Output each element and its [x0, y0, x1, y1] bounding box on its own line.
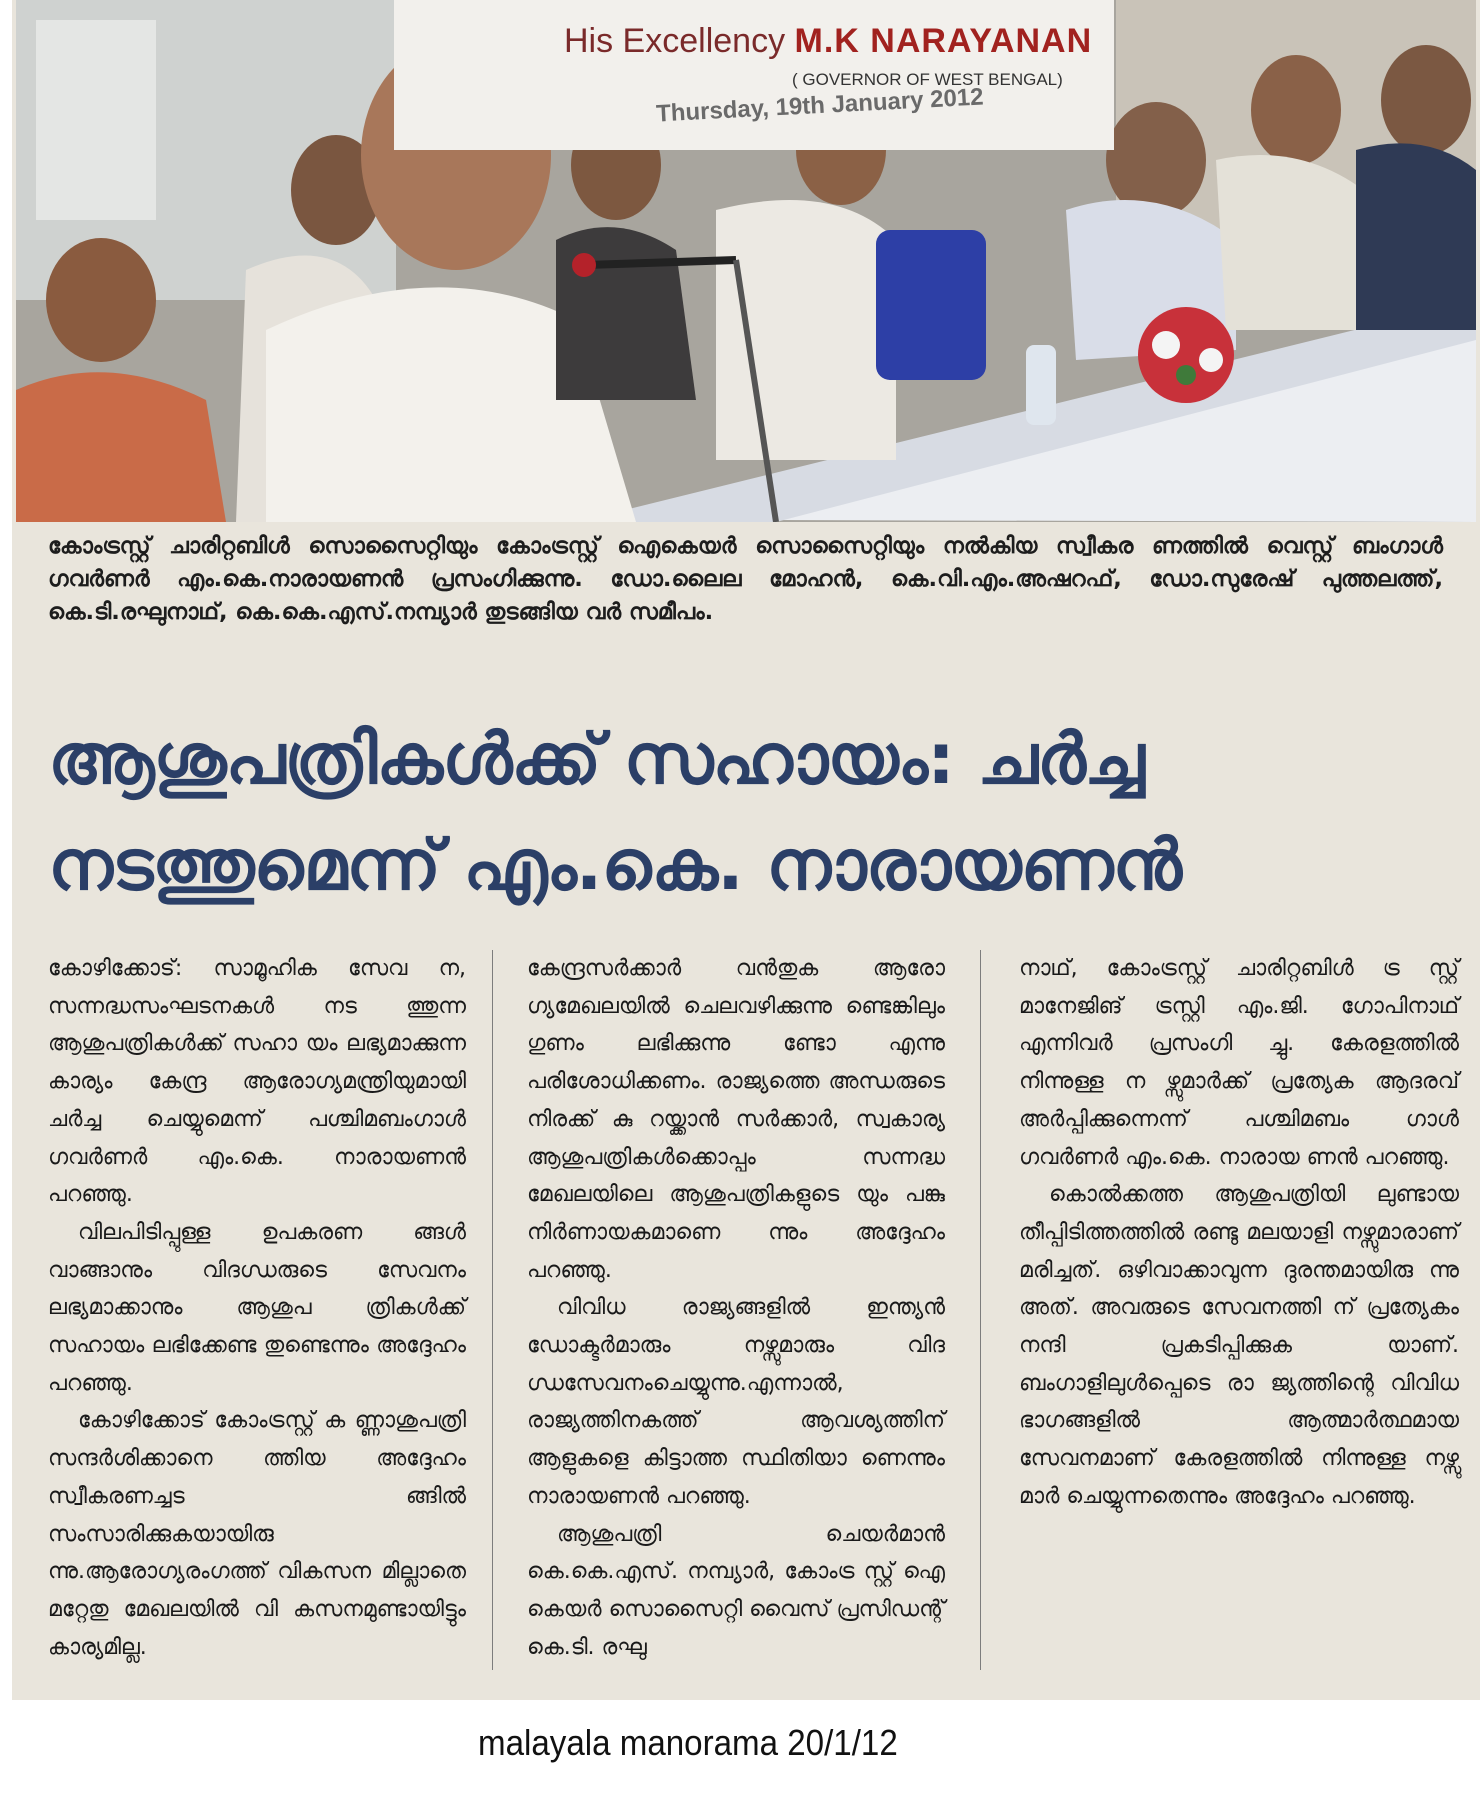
news-photo [16, 0, 1476, 522]
paragraph: കോഴിക്കോട്: സാമൂഹിക സേവ ന, സന്നദ്ധസംഘടനകൾ നട ത്തുന്ന ആശുപത്രികൾക്ക് സഹാ യം ലഭ്യമാക്കുന്ന കാര്യം കേന്ദ്ര ആരോഗ്യമന്ത്രിയുമായി ചർച്ച ചെയ്യുമെന്ന് പശ്ചിമബംഗാൾ ഗവർണർ എം.കെ. നാരായണൻ പറഞ്ഞു. [48, 956, 466, 1208]
headline [48, 706, 1468, 918]
newspaper-clipping [12, 0, 1480, 1700]
banner-name: M.K NARAYANAN [794, 22, 1093, 60]
headline-line-1: ആശുപത്രികൾക്ക് സഹായം: ചർച്ച [48, 718, 1144, 800]
paragraph: കേന്ദ്രസർക്കാർ വൻതുക ആരോ ഗ്യമേഖലയിൽ ചെലവഴിക്കുന്നു ണ്ടെങ്കിലും ഗുണം ലഭിക്കുന്നു ണ്ടോ എന്നു പരിശോധിക്കണം. രാജ്യത്തെ അന്ധരുടെ നിരക്ക് കു റയ്ക്കാൻ സർക്കാർ, സ്വകാര്യ ആശുപത്രികൾക്കൊപ്പം സന്നദ്ധ മേഖലയിലെ ആശുപത്രികളുടെ യും പങ്കു നിർണായകമാണെ ന്നും അദ്ദേഹം പറഞ്ഞു. [527, 956, 945, 1283]
paragraph: ആശുപത്രി ചെയർമാൻ കെ.കെ.എസ്. നമ്പ്യാർ, കോംട്ര സ്റ്റ് ഐ കെയർ സൊസൈറ്റി വൈസ് പ്രസിഡന്റ് കെ.ടി. രഘു [527, 1521, 946, 1660]
paragraph: നാഥ്, കോംട്രസ്റ്റ് ചാരിറ്റബിൾ ട്ര സ്റ്റ് മാനേജിങ് ട്രസ്റ്റി എം.ജി. ഗോപിനാഥ് എന്നിവർ പ്രസംഗി ച്ചു. കേരളത്തിൽ നിന്നുള്ള ന ഴ്സുമാർക്ക് പ്രത്യേക ആദരവ് അർപ്പിക്കുന്നെന്ന് പശ്ചിമബം ഗാൾ ഗവർണർ എം.കെ. നാരായ ണൻ പറഞ്ഞു. [1019, 956, 1459, 1170]
headline-line-2: നടത്തുമെന്ന് എം.കെ. നാരായണൻ [48, 824, 1181, 906]
paragraph: കൊൽക്കത്ത ആശുപത്രിയി ലുണ്ടായ തീപ്പിടിത്തത്തിൽ രണ്ടു മലയാളി നഴ്സുമാരാണ് മരിച്ചത്. ഒഴിവാക്കാവുന്ന ദുരന്തമായിരു ന്നു അത്. അവരുടെ സേവനത്തി ന് പ്രത്യേകം നന്ദി പ്രകടിപ്പിക്കുക യാണ്. ബംഗാളിലുൾപ്പെടെ രാ ജ്യത്തിന്റെ വിവിധ ഭാഗങ്ങളിൽ ആത്മാർത്ഥമായ സേവനമാണ് കേരളത്തിൽ നിന്നുള്ള നഴ്സു മാർ ചെയ്യുന്നതെന്നും അദ്ദേഹം പറഞ്ഞു. [1019, 1182, 1459, 1509]
column-divider [980, 950, 981, 1670]
banner-prefix: His Excellency [564, 22, 786, 60]
paragraph: കോഴിക്കോട് കോംട്രസ്റ്റ് ക ണ്ണാശുപത്രി സന്ദർശിക്കാനെ ത്തിയ അദ്ദേഹം സ്വീകരണച്ചട ങ്ങിൽ സംസാരിക്കുകയായിരു ന്നു.ആരോഗ്യരംഗത്ത് വികസന മില്ലാതെ മറ്റേതു മേഖലയിൽ വി കസനമുണ്ടായിട്ടും കാര്യമില്ല. [48, 1408, 466, 1660]
article-column-2 [527, 950, 945, 1666]
paragraph: വിവിധ രാജ്യങ്ങളിൽ ഇന്ത്യൻ ഡോക്ടർമാരും നഴ്സുമാരും വിദ ഗ്ധസേവനംചെയ്യുന്നു.എന്നാൽ, രാജ്യത്തിനകത്ത് ആവശ്യത്തിന് ആളുകളെ കിട്ടാത്ത സ്ഥിതിയാ ണെന്നും നാരായണൻ പറഞ്ഞു. [527, 1295, 945, 1509]
photo-caption: കോംട്രസ്റ്റ് ചാരിറ്റബിൾ സൊസൈറ്റിയും കോംട്രസ്റ്റ് ഐകെയർ സൊസൈറ്റിയും നൽകിയ സ്വീകര ണത്തിൽ വെസ്റ്റ് ബംഗാൾ ഗവർണർ എം.കെ.നാരായണൻ പ്രസംഗിക്കുന്നു. ഡോ.ലൈല മോഹൻ, കെ.വി.എം.അഷറഫ്, ഡോ.സുരേഷ് പുത്തലത്ത്, കെ.ടി.രഘുനാഥ്, കെ.കെ.എസ്.നമ്പ്യാർ തുടങ്ങിയ വർ സമീപം. [48, 533, 1443, 625]
banner-date: Thursday, 19th January 2012 [655, 83, 985, 128]
paragraph: വിലപിടിപ്പുള്ള ഉപകരണ ങ്ങൾ വാങ്ങാനും വിദഗ്ധരുടെ സേവനം ലഭ്യമാക്കാനും ആശുപ ത്രികൾക്ക് സഹായം ലഭിക്കേണ്ട തുണ്ടെന്നും അദ്ദേഹം പറഞ്ഞു. [48, 1219, 466, 1396]
banner-subtitle: ( GOVERNOR OF WEST BENGAL) [792, 70, 1063, 89]
column-divider [492, 950, 493, 1670]
banner-title [564, 22, 1092, 61]
article-column-1 [48, 950, 466, 1666]
source-footer: malayala manorama 20/1/12 [478, 1722, 898, 1763]
article-column-3 [1019, 950, 1459, 1516]
